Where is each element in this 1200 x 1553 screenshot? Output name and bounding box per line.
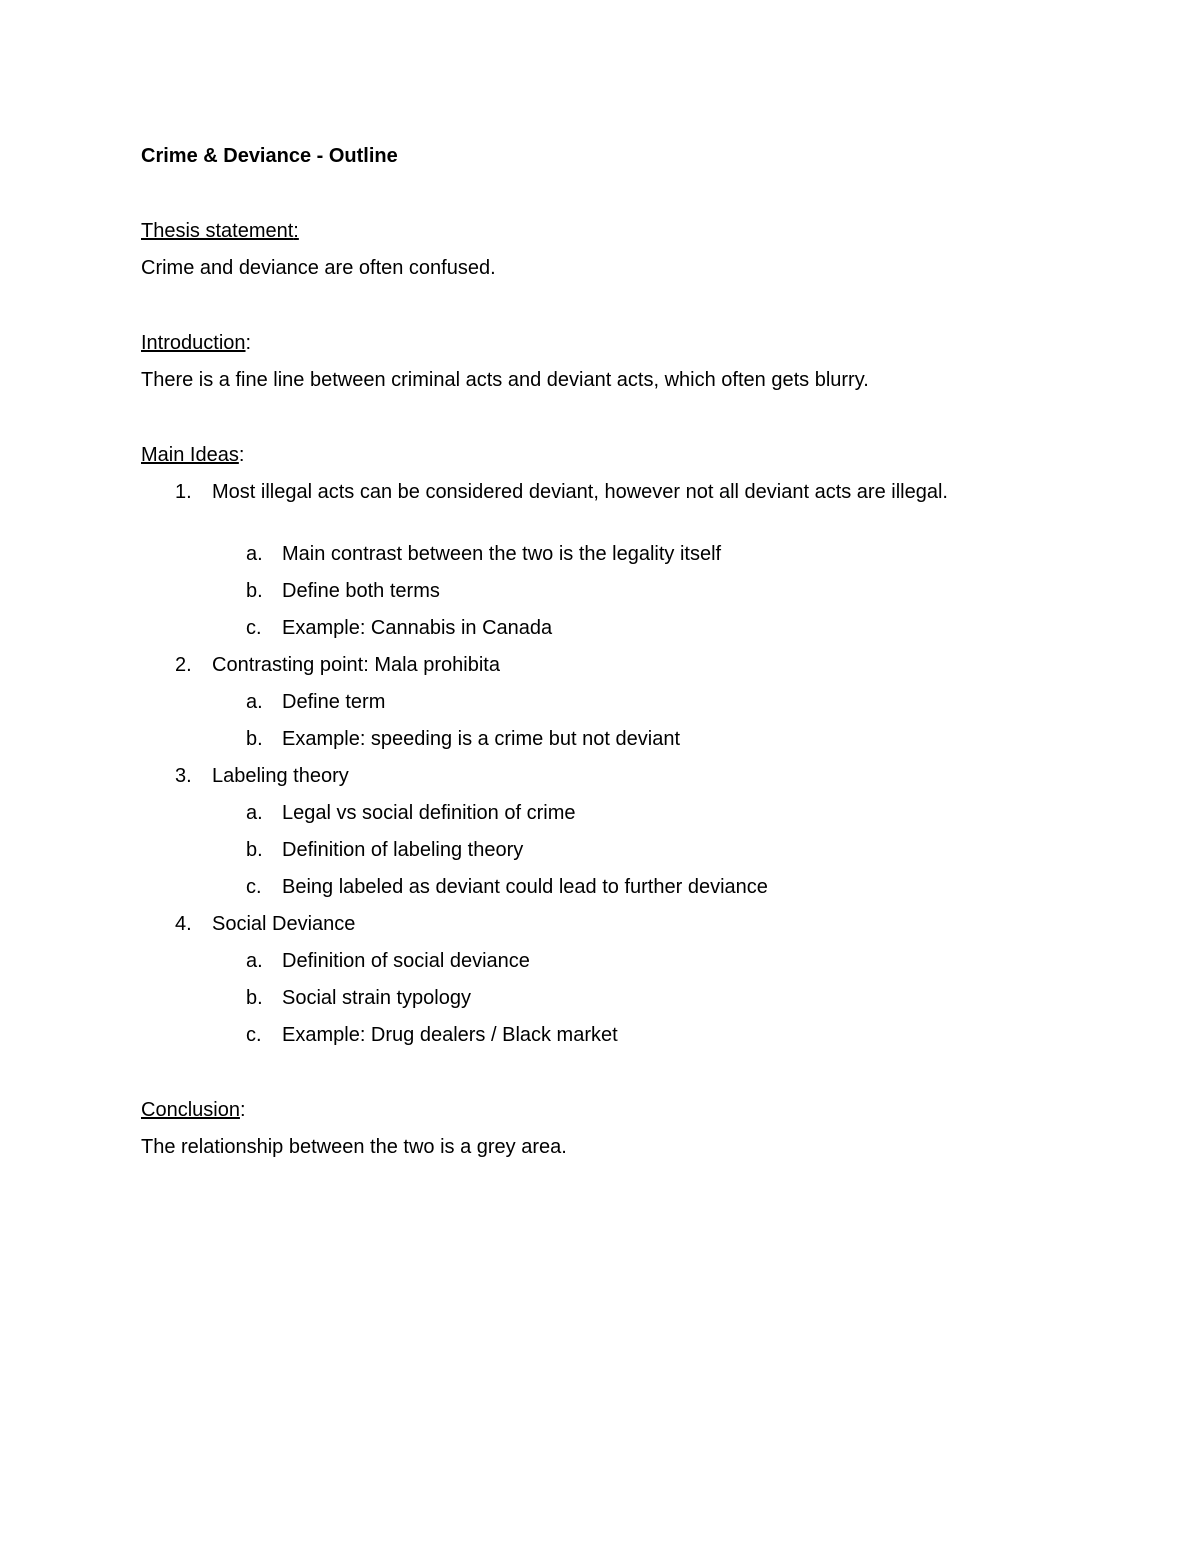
sub-list-item-text: Define both terms: [282, 580, 440, 602]
sub-list-item: [141, 869, 1121, 906]
list-item-text: Social Deviance: [212, 913, 356, 935]
sub-list-item-marker: a.: [246, 691, 263, 713]
thesis-heading: [141, 213, 1121, 250]
sub-list-item: [141, 721, 1121, 758]
spacer: [141, 399, 1121, 437]
sub-list-item-marker: b.: [246, 839, 263, 861]
sub-list-item: [141, 980, 1121, 1017]
sub-list-item-marker: a.: [246, 950, 263, 972]
sub-list-item-text: Main contrast between the two is the legality itself: [282, 543, 722, 565]
sub-list-item: [141, 943, 1121, 980]
thesis-label: Thesis statement: [141, 220, 294, 242]
conclusion-heading: [141, 1092, 1121, 1129]
thesis-text: Crime and deviance are often confused.: [141, 257, 496, 279]
sub-list-item-marker: a.: [246, 802, 263, 824]
conclusion-label: Conclusion: [141, 1099, 240, 1121]
main-ideas-heading: [141, 437, 1121, 474]
list-item-number: 3.: [175, 765, 192, 787]
sub-list-item-marker: c.: [246, 876, 262, 898]
sub-list-item: [141, 795, 1121, 832]
conclusion-suffix: :: [239, 1099, 246, 1121]
sub-list-item-marker: c.: [246, 1024, 262, 1046]
sub-list-item-text: Example: speeding is a crime but not deviant: [282, 728, 680, 750]
spacer: [141, 511, 1121, 536]
sub-list-item-text: Definition of labeling theory: [282, 839, 524, 861]
sub-list-item: [141, 832, 1121, 869]
introduction-heading: [141, 325, 1121, 362]
sub-list-item-text: Definition of social deviance: [282, 950, 530, 972]
list-item: [141, 474, 1121, 511]
list-item-text: Labeling theory: [212, 765, 349, 787]
sub-list-item-marker: c.: [246, 617, 262, 639]
sub-list-item-text: Legal vs social definition of crime: [282, 802, 576, 824]
document-page: [141, 138, 1121, 1166]
sub-list-item-text: Example: Cannabis in Canada: [282, 617, 553, 639]
sub-list-item: [141, 610, 1121, 647]
introduction-suffix: :: [245, 332, 252, 354]
sub-list-item: [141, 684, 1121, 721]
sub-list-item-marker: b.: [246, 580, 263, 602]
list-item-text: Most illegal acts can be considered deviant, however not all deviant acts are illegal.: [212, 481, 948, 503]
list-item: [141, 647, 1121, 684]
thesis-suffix: :: [293, 220, 299, 242]
sub-list-item: [141, 1017, 1121, 1054]
list-item-number: 1.: [175, 481, 192, 503]
document-title: Crime & Deviance - Outline: [141, 145, 398, 167]
sub-list-item-text: Define term: [282, 691, 386, 713]
sub-list-item: [141, 573, 1121, 610]
list-item: [141, 758, 1121, 795]
sub-list-item-text: Example: Drug dealers / Black market: [282, 1024, 618, 1046]
sub-list-item-marker: b.: [246, 728, 263, 750]
sub-list-item-text: Social strain typology: [282, 987, 471, 1009]
list-item-number: 4.: [175, 913, 192, 935]
sub-list-item: [141, 536, 1121, 573]
main-ideas-label: Main Ideas: [141, 444, 239, 466]
introduction-text: There is a fine line between criminal acts and deviant acts, which often gets blurry.: [141, 369, 869, 391]
spacer: [141, 175, 1121, 213]
list-item: [141, 906, 1121, 943]
conclusion-text: The relationship between the two is a grey area.: [141, 1136, 567, 1158]
introduction-label: Introduction: [141, 332, 246, 354]
sub-list-item-marker: a.: [246, 543, 263, 565]
spacer: [141, 1054, 1121, 1092]
spacer: [141, 287, 1121, 325]
list-item-number: 2.: [175, 654, 192, 676]
sub-list-item-marker: b.: [246, 987, 263, 1009]
sub-list-item-text: Being labeled as deviant could lead to further deviance: [282, 876, 768, 898]
main-ideas-suffix: :: [238, 444, 245, 466]
list-item-text: Contrasting point: Mala prohibita: [212, 654, 500, 676]
